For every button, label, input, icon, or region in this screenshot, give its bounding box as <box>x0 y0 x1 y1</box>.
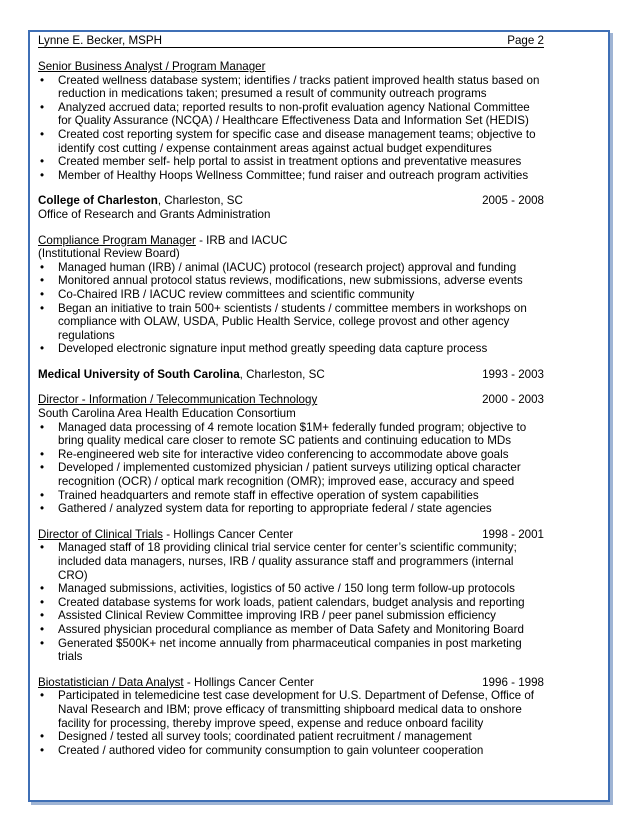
org-location: , Charleston, SC <box>239 367 325 381</box>
bullet-list <box>38 421 544 516</box>
role-senior-business-analyst <box>38 60 544 182</box>
list-item: • Managed data processing of 4 remote location $1M+ federally funded program; objective to bring quality medical care closer to remote SC patients and continuing education to MDs <box>38 421 544 448</box>
list-item: • Developed electronic signature input method greatly speeding data capture process <box>38 342 544 356</box>
list-item: • Generated $500K+ net income annually from pharmaceutical companies in post marketing trials <box>38 637 544 664</box>
role-title: Biostatistician / Data Analyst <box>38 675 184 689</box>
role-subline: South Carolina Area Health Education Consortium <box>38 407 296 421</box>
page-number: Page 2 <box>507 34 544 47</box>
list-item: • Co-Chaired IRB / IACUC review committees and scientific community <box>38 288 544 302</box>
list-item: • Designed / tested all survey tools; coordinated patient recruitment / management <box>38 730 544 744</box>
org-dates: 1993 - 2003 <box>482 367 544 381</box>
role-title: Senior Business Analyst / Program Manager <box>38 60 266 73</box>
org-dates: 2005 - 2008 <box>482 194 544 208</box>
org-name: Medical University of South Carolina <box>38 367 240 381</box>
org-college-of-charleston <box>38 194 544 221</box>
role-title-rest: - Hollings Cancer Center <box>183 675 314 689</box>
role-subline: (Institutional Review Board) <box>38 247 180 261</box>
role-title: Director of Clinical Trials <box>38 527 163 541</box>
list-item: • Member of Healthy Hoops Wellness Committee; fund raiser and outreach program activities <box>38 169 544 183</box>
role-title-rest: - IRB and IACUC <box>195 233 288 247</box>
list-item: • Created database systems for work loads, patient calendars, budget analysis and reporting <box>38 596 544 610</box>
list-item: • Created wellness database system; identifies / tracks patient improved health status based on reduction in medications taken; presumed a result of community outreach programs <box>38 74 544 101</box>
list-item: • Gathered / analyzed system data for reporting to appropriate federal / state agencies <box>38 502 544 516</box>
role-dates: 1996 - 1998 <box>482 675 544 689</box>
list-item: • Managed submissions, activities, logistics of 50 active / 150 long term follow-up protocols <box>38 582 544 596</box>
bullet-list <box>38 541 544 663</box>
bullet-list <box>38 74 544 183</box>
list-item: • Analyzed accrued data; reported results to non-profit evaluation agency National Committee for Quality Assurance (NCQA) / Healthcare Effectiveness Data and Information Set (HEDIS) <box>38 101 544 128</box>
role-director-it <box>38 393 544 515</box>
list-item: • Created cost reporting system for specific case and disease management teams; objective to identify cost cutting / expense containment areas against actual budget expenditures <box>38 128 544 155</box>
role-compliance-program-manager <box>38 234 544 356</box>
list-item: • Managed staff of 18 providing clinical trial service center for center’s scientific community; included data managers, nurses, IRB / quality assurance staff and programmers (internal CRO) <box>38 541 544 582</box>
list-item: • Created / authored video for community consumption to gain volunteer cooperation <box>38 744 544 758</box>
list-item: • Developed / implemented customized physician / patient surveys utilizing optical character recognition (OCR) / optical mark recognition (OMR); improved ease, accuracy and speed <box>38 461 544 488</box>
org-name: College of Charleston <box>38 194 158 208</box>
bullet-list <box>38 689 544 757</box>
role-title: Compliance Program Manager <box>38 233 196 247</box>
org-department: Office of Research and Grants Administration <box>38 207 271 221</box>
page-header <box>38 34 544 48</box>
list-item: • Managed human (IRB) / animal (IACUC) protocol (research project) approval and funding <box>38 261 544 275</box>
list-item: • Began an initiative to train 500+ scientists / students / committee members in workshops on compliance with OLAW, USDA, Public Health Service, college provost and other agency regulations <box>38 302 544 343</box>
role-director-clinical-trials <box>38 528 544 664</box>
org-medical-university <box>38 368 544 382</box>
list-item: • Monitored annual protocol status reviews, modifications, new submissions, adverse events <box>38 274 544 288</box>
list-item: • Assisted Clinical Review Committee improving IRB / peer panel submission efficiency <box>38 609 544 623</box>
role-biostatistician <box>38 676 544 758</box>
list-item: • Assured physician procedural compliance as member of Data Safety and Monitoring Board <box>38 623 544 637</box>
role-dates: 1998 - 2001 <box>482 527 544 541</box>
role-title: Director - Information / Telecommunication Technology <box>38 393 318 407</box>
role-dates: 2000 - 2003 <box>482 393 544 407</box>
list-item: • Participated in telemedicine test case development for U.S. Department of Defense, Office of Naval Research and IBM; prove efficacy of transmitting shipboard medical data to onshore facility for processing, thereby improve speed, expense and reduce onboard facility <box>38 689 544 730</box>
resume-page <box>38 34 544 757</box>
list-item: • Created member self- help portal to assist in treatment options and preventative measures <box>38 155 544 169</box>
bullet-list <box>38 261 544 356</box>
list-item: • Re-engineered web site for interactive video conferencing to accommodate above goals <box>38 448 544 462</box>
candidate-name: Lynne E. Becker, MSPH <box>38 34 162 47</box>
role-title-rest: - Hollings Cancer Center <box>162 527 294 541</box>
list-item: • Trained headquarters and remote staff in effective operation of system capabilities <box>38 489 544 503</box>
org-location: , Charleston, SC <box>157 194 243 208</box>
